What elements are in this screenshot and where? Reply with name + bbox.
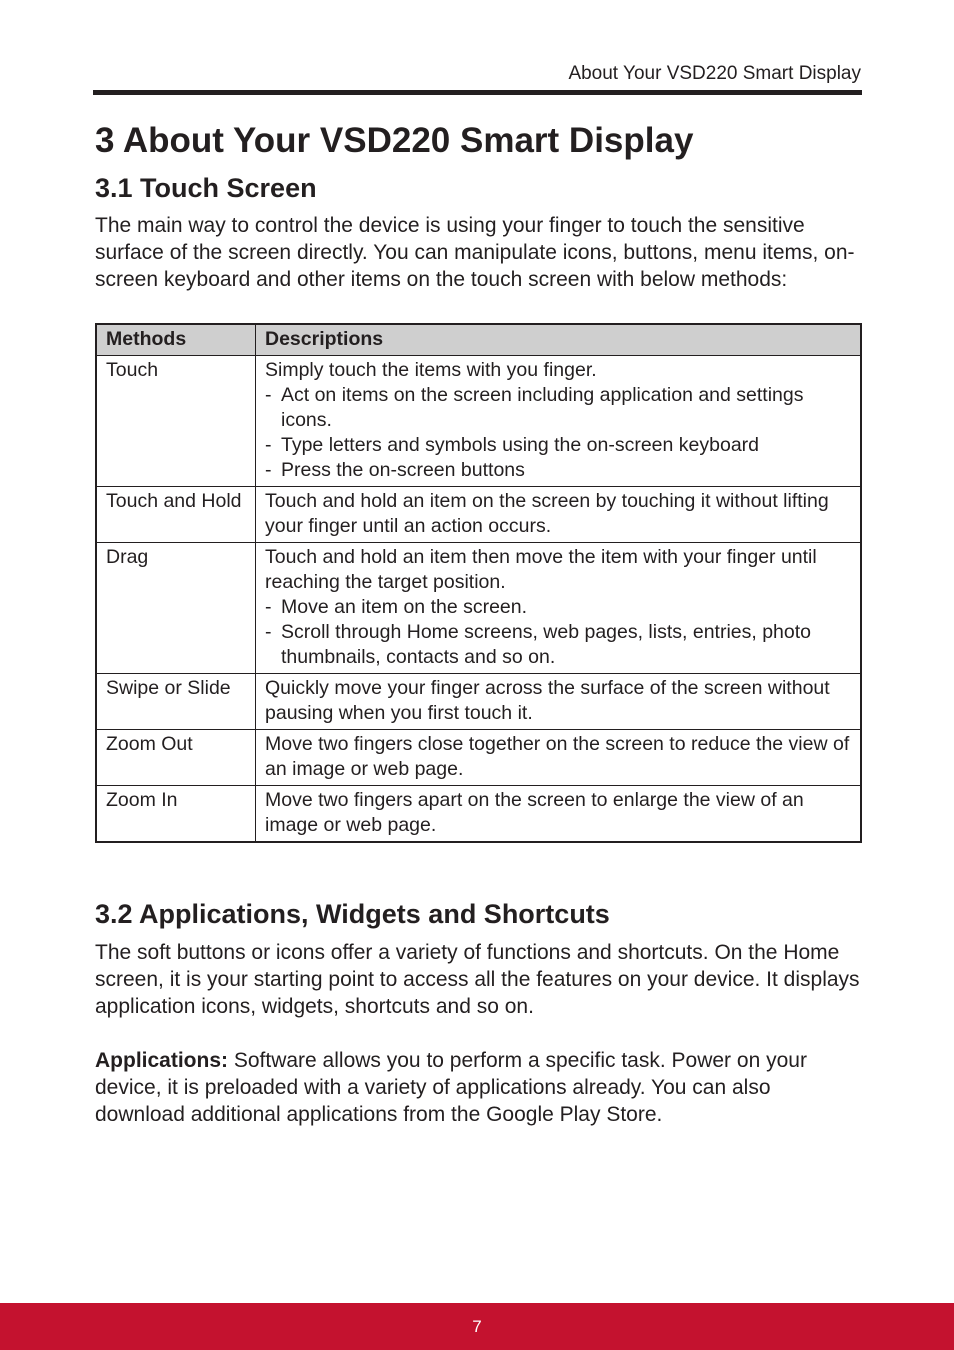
chapter-title: 3 About Your VSD220 Smart Display (95, 121, 694, 160)
bullet-item: - Scroll through Home screens, web pages, lists, entries, photo thumbnails, contacts and so on. (265, 620, 852, 670)
description-cell (256, 786, 862, 843)
method-cell: Zoom Out (96, 730, 256, 786)
description-cell (256, 356, 862, 487)
table-row (96, 674, 861, 730)
table-row (96, 487, 861, 543)
description-text: Quickly move your finger across the surface of the screen without pausing when you first touch it. (265, 677, 830, 725)
bullet-text: Type letters and symbols using the on-screen keyboard (281, 434, 760, 457)
table-row (96, 730, 861, 786)
description-text: Simply touch the items with you finger. (265, 359, 597, 382)
description-text: Touch and hold an item then move the item with your finger until reaching the target position. (265, 546, 817, 594)
description-text: Move two fingers apart on the screen to enlarge the view of an image or web page. (265, 789, 804, 837)
description-text: Move two fingers close together on the screen to reduce the view of an image or web page. (265, 733, 850, 781)
bullet-item: - Act on items on the screen including application and settings icons. (265, 383, 852, 433)
section-heading-applications: 3.2 Applications, Widgets and Shortcuts (95, 899, 610, 930)
bullet-text: Scroll through Home screens, web pages, lists, entries, photo thumbnails, contacts and so on. (281, 621, 812, 669)
section-heading-touch-screen: 3.1 Touch Screen (95, 173, 317, 203)
table-header-row (96, 324, 861, 356)
column-header-descriptions: Descriptions (256, 324, 862, 356)
applications-label: Applications: (95, 1048, 229, 1072)
applications-text: Software allows you to perform a specific task. Power on your device, it is preloaded with a variety of applications already. You can also download additional applications from the Google Play Store. (95, 1048, 807, 1126)
bullet-text: Act on items on the screen including application and settings icons. (281, 384, 804, 432)
applications-intro: The soft buttons or icons offer a variety of functions and shortcuts. On the Home screen, it is your starting point to access all the features on your device. It displays application icons, widgets, shortcuts and so on. (95, 940, 860, 1018)
bullet-item: - Move an item on the screen. (265, 596, 528, 619)
bullet-item: - Type letters and symbols using the on-screen keyboard (265, 434, 760, 457)
bullet-text: Move an item on the screen. (281, 596, 528, 619)
page-footer (0, 1303, 954, 1350)
table-row (96, 356, 861, 487)
table-row (96, 786, 861, 843)
header-rule (93, 90, 862, 95)
column-header-methods: Methods (96, 324, 256, 356)
description-cell (256, 543, 862, 674)
description-cell (256, 674, 862, 730)
bullet-text: Press the on-screen buttons (281, 459, 525, 482)
method-cell: Zoom In (96, 786, 256, 843)
running-header: About Your VSD220 Smart Display (568, 63, 861, 84)
methods-table (95, 323, 862, 843)
touch-screen-intro: The main way to control the device is using your finger to touch the sensitive surface of the screen directly. You can manipulate icons, buttons, menu items, on-screen keyboard and other items on the touch screen with below methods: (95, 214, 855, 292)
table-row (96, 543, 861, 674)
applications-paragraph (95, 1047, 863, 1128)
method-cell: Swipe or Slide (96, 674, 256, 730)
method-cell: Touch and Hold (96, 487, 256, 543)
bullet-item: - Press the on-screen buttons (265, 459, 525, 482)
description-cell (256, 487, 862, 543)
page-number: 7 (472, 1316, 482, 1336)
page-content (95, 120, 863, 1128)
method-cell: Drag (96, 543, 256, 674)
method-cell: Touch (96, 356, 256, 487)
description-cell (256, 730, 862, 786)
description-text: Touch and hold an item on the screen by touching it without lifting your finger until an action occurs. (265, 490, 829, 538)
